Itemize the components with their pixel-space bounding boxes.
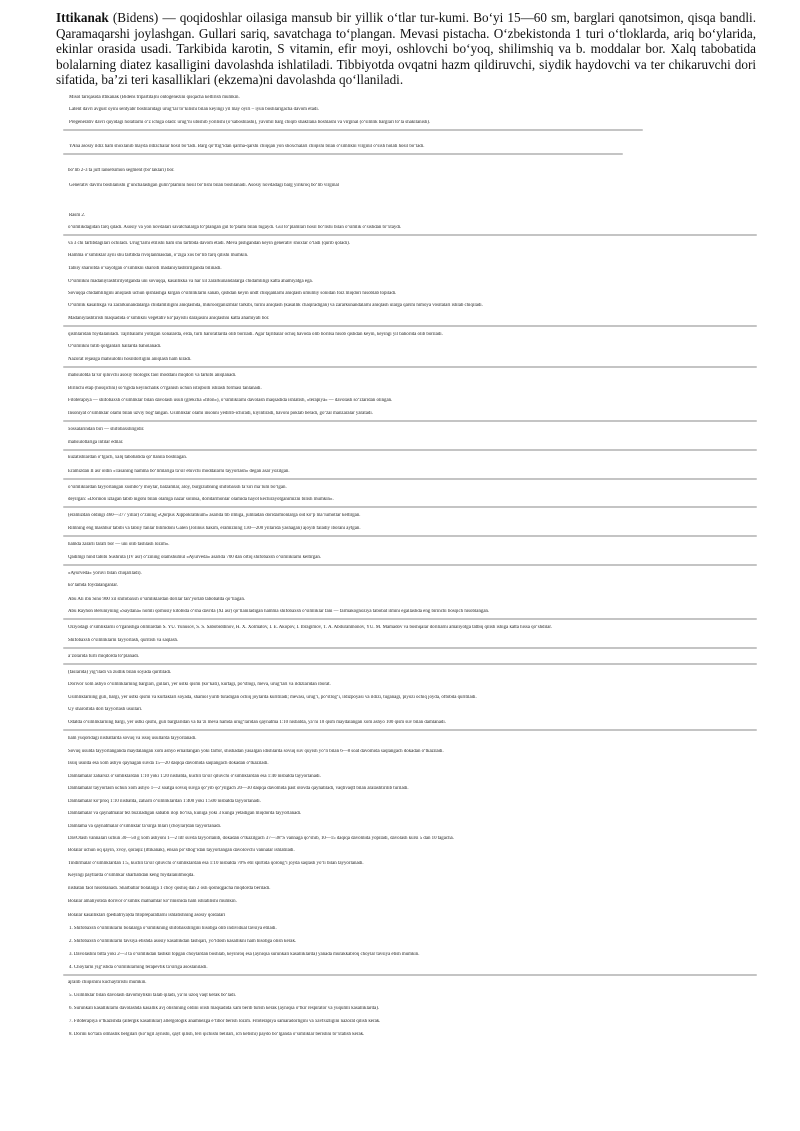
- body-paragraph: bo‘lib 2-3 ta juft lansetsimon segment (bo‘laklari) bor.: [68, 168, 175, 173]
- body-paragraph: 3. Davolashni bitta yoki 2—3 ta o‘simlikdan tashkil topgan choylardan boshlab, keyinroq esa (ayniqsa surunkali kasalliklarda) yanada murakkabroq choylar tavsiya etish mumkin.: [69, 952, 420, 957]
- intro-paragraph: [56, 10, 756, 88]
- body-paragraph: Abu Ali ibn Sino 900 xil shifobaxsh o‘simliklardan dorilar tan‘yorlab tabobatda qo‘llagan.: [68, 597, 246, 602]
- body-paragraph: Sovuqqa chidamliligini aniqlash uchun qishlashga kirgan o‘simliklarni sanab, qishdan keyin undt chiqqanlarni aniqlash umumiy sonidan foiz miqdori hisoblab topiladi.: [68, 291, 397, 296]
- illegible-text-line: [63, 974, 757, 976]
- body-paragraph: (eramizdan oldingi 460—377 yillar) o‘zining «Qorpus Xippokratikum» asarida tib ilmiga, jumladan doridarmonlarga oid ko‘p ma’lumotlar keltirgan.: [68, 513, 361, 518]
- illegible-text-line: [63, 366, 757, 368]
- body-paragraph: Issiq usulda esa xom ashyo qaynagan suvda 15—20 daqiqa davomida saqlangach dokadan o‘tkaziladi.: [68, 761, 269, 766]
- body-paragraph: Latent davri avgust oyini sentyabr boshlaridagi urug‘lar to‘kilishi bilan keyingi yil may oyiri – iyun boshlarigacha davom etadi.: [69, 107, 319, 112]
- body-paragraph: hamda zararli tarafi bor — uni olib tashlash lozim».: [68, 542, 170, 547]
- body-paragraph: Damlamalar zaharsiz o‘simliklardan 1:10 yoki 1:20 nisbatda, kuchli ta’sir qiluvchi o‘simliklardan esa 1:40 nisbatda tayyorlanadi.: [68, 774, 321, 779]
- body-paragraph: mahsulotda ta’sir qiluvchi asosiy biologik faol moddani miqdori va tarkibi aniqlanadi.: [68, 373, 237, 378]
- illegible-text-line: [63, 647, 757, 649]
- body-paragraph: 5. Usimliklar bilan davolash davomiylikni talab qiladi, ya’ni uzoq vaqt kerak bo‘ladi.: [69, 993, 237, 998]
- body-paragraph: Uy sharoitida dori tayyorlash usullari.: [68, 707, 143, 712]
- body-paragraph: 7. Fitoterapiya o‘tkazishda (allergik kasalliklar) allergologik anamnezga e’tibor berish lozim. Fitoterapiya samaradorligini va xavfsizligini nazorat qilish kerak.: [69, 1019, 381, 1024]
- body-paragraph: xossalarından biri — shifobaxshligidir.: [68, 427, 145, 432]
- body-paragraph: Generativ davrni boshlanishi g‘unchalashgan gulin‘plamini hosil bo‘lishi bilan boshlanadi. Asosiy novdadagi barg yirikroq bo‘lib virginal: [69, 183, 339, 188]
- body-paragraph: Keyingi paytlarda o‘simlikar sharbatidan keng foydalanilmoqda.: [68, 873, 195, 878]
- illegible-text-line: [63, 535, 757, 537]
- illegible-text-line: [63, 729, 757, 731]
- body-paragraph: kuzatishlardan o‘tgach, xalq tabobatida qo‘llanila boshlagan.: [68, 455, 188, 460]
- body-paragraph: Oziyodagi o‘simliklarni o‘rganishga olimlardan S. YU. Yunusov, S. S. Sabobiddinov, H. X. Xolmatov, I. E. Akopov, I. Ibragimov, T. A. Abdurahmonov, YU. M. Mamadov va boshqalar doriliarni amaliyotga tatbiq qilish ishiga katta hissa qo‘shdilar.: [68, 625, 552, 630]
- body-paragraph: Rimning eng mashhur tabibi va tabiiy fanlar bilimdoni Galen (Jolinus hakim, eramizning 130—200 yillarida yashagan) ajoyib faladiy iborani aytgan.: [68, 526, 361, 531]
- body-paragraph: o‘simlikdagidan farq qiladi. Asosiy va yon novdalari savatchalarga to‘plangan gul to‘plami bilan tugaydi. Gul to‘plamlari hosil bo‘lishi bilan o‘simlik o‘sishdan to‘xtaydi.: [68, 225, 402, 230]
- illegible-text-line: [63, 506, 757, 508]
- body-paragraph: Tabiiy sharoitda o‘sayotgan o‘simlikni sharoiti madaniylashtirilganda bilinadi.: [68, 266, 222, 271]
- body-paragraph: Shifobaxsh o‘simliklarni tayyorlash, quritish va saqlash.: [68, 638, 179, 643]
- body-paragraph: O‘simlik kasallikga va zararkunandalarga chidamliligini aniqlashda, mikroorganizmlar tarkibi, turini aniqlash (kasallik chaqiradigan) va zararkunandalarni aniqlash ularga qarshi himoya vositalari ishlab chiqiladi.: [68, 303, 483, 308]
- body-paragraph: deyilgan: «Dorinon izlagan tabib nigohi bilan olamga nazar solinsa, doridarmonlar olamida hayot kechirayotganimizni bilish mumkin».: [68, 497, 334, 502]
- illegible-text-line: [63, 153, 623, 155]
- body-paragraph: (faslarida) yig‘iladi va zudlik bilan soyada quritiladi.: [68, 670, 172, 675]
- body-paragraph: Fitoterapiya — shifobaxsh o‘simliklar bilan davolash usuli (grekcha «fiton»), o‘simliklarni davolash maqsadida ishlatish, «terapiya» — davolash so‘zlaridan olingan.: [68, 398, 393, 403]
- body-paragraph: Eramizdan II asr oldin «Tasaning hamma bo‘limlariga ta’sir etuvchi moddalarni tayyorlash» degan asar yozilgan.: [68, 469, 290, 474]
- body-paragraph: DavOlash vannalari uchun 30—50 g xom ashyoni 1—2 litr suvda tayyorlanib, dokadan o‘tkazilgach 37—38°S vannaga qo‘shib, 10—15 daqiqa davomida yopiladi, davolash kursi 5 dan 10 tagacha.: [68, 836, 454, 841]
- body-paragraph: Pregenerativ davri quyidagi holatlarni o‘z ichiga oladi: urug‘ni ubishib yorilishi (o‘saboshlashi), yavimil barg chiqib shakllana boshlashi va virginal (o‘simlik barglari to‘la shakllanish).: [69, 120, 431, 125]
- body-paragraph: 2. Shifobaxsh o‘simliklarni tavsiya etishda asosiy kasallikdan tashqari, yo‘ldosh kasallikni ham hisobga olish kerak.: [69, 939, 297, 944]
- illegible-text-line: [63, 129, 643, 131]
- body-paragraph: a’zolarida turli miqdorda to‘planadi.: [68, 654, 140, 659]
- body-paragraph: Damlamalar tayyorlash uchun xom ashyo 1—2 soatga sovuq suvga qo‘yib qo‘yilgach 20—30 daqiqa davomida past olovda qaynatiladi, vaqtivaqtt bilan aralashtirilib turiladi.: [68, 786, 409, 791]
- illegible-text-line: [63, 663, 757, 665]
- body-paragraph: Sovuq usulda tayyorlanganda maydalangan xom ashyo ernallangan yoki farfor, shishadan yasalgan idishlarda sovuq suv quyish yo‘li bilan 6—8 soat davomida saqlangach dokadan o‘tkaziladi.: [68, 749, 444, 754]
- body-paragraph: Dorivor xom ashyo o‘simliklarning barglari, gullari, yer ustki qismi (ko‘kati), kurtagi, po‘stlogi, meva, urug‘lari va ildizlaridan iborat.: [68, 682, 331, 687]
- body-paragraph: Damlama va qaynatmalar o‘simliklar ta’sirga mlari (choylar)dan tayyorlanadi.: [68, 824, 222, 829]
- illegible-text-line: [63, 420, 757, 422]
- body-paragraph: Usimliklarning guli, bargi, yer ustki qismi va kurtaklari soyada, shamol yurib turadigan ochiq joylarda kuritiladi; mevasi, urug‘i, po‘stlog‘i, ildizpoyasi va ildizi, tuganagi, piyozi ochiq joyda, oftobda quritiladi.: [68, 695, 477, 700]
- body-paragraph: ko‘lamda foydalanganlar.: [68, 583, 118, 588]
- body-paragraph: 6. Surunkali kasalliklarni davolashda kasallik avj olishining oldini olish maqsadida xam berib turish kerak (ayniqsa o‘tkir respirator va yuqumli kasalliklarda).: [69, 1006, 380, 1011]
- body-paragraph: YAna asosiy ildiz ham shoxlanib mayda ildizchalar hosil bo‘ladi. Barg qo‘ltig‘idan qarma-qarshi chiqqan yon shoxchalari chiqishi bilan o‘simlikni virginil o‘sish holati hosil bo‘ladi.: [69, 144, 425, 149]
- body-paragraph: Bolalar uchun oq qayin, xvoy, qoraqiz (ittikanak), ensan po‘stlog‘idan tayyorlangan davolovchi vannalar ishlatiladi.: [68, 848, 295, 853]
- body-paragraph: Nazorat rejasiga mahsulotni hosildorligini aniqlash ham kiradi.: [68, 357, 192, 362]
- body-paragraph: qismlaridan foydalaniladi. Tajribalarni yotilgan xonalarda, erda, turli haroratlarda olib boriladi. Agar tajribalar ochiq havoda olib borilsa hisob qishdan keyin, keyingi yil bahorida olib boriladi.: [68, 332, 443, 337]
- body-paragraph: ham yuqoridagi nisbatlarda sovuq va issiq usullarda tayyorlanadi.: [68, 736, 197, 741]
- body-paragraph: Bolalar kasalliklari (pediatriya)da fitopreparatlarni ishlatishning asosiy qoidalari: [68, 913, 226, 918]
- illegible-text-line: [63, 325, 757, 327]
- body-paragraph: Misol tariqasida ittikanak (Bidens tripartita)ni ontogenezini qisqacha keltirish mumkin.: [69, 95, 240, 100]
- body-paragraph: Abu Rayhon Beruniyning «Saydana» nomli qomusiy kitobida o‘sha davrda (XI asr) qo‘llaniladigan hamma shifobaxsh o‘simliklar fani — farmakognoziya tabobat ilmini egallashda eng birinchi bosqich hisoblangan.: [68, 609, 490, 614]
- body-paragraph: Hamma o‘simliklar ayni shu tartibda rivojlanmasdan, o‘ziga xos bo‘lib farq qilishi mumkin.: [68, 253, 249, 258]
- body-paragraph: O‘simlikni madaniylashtirilyotganda uni sovuqqa, kasallikka va har xil zararkunandalarga chidamliligi katta ahamiyatga ega.: [68, 279, 313, 284]
- body-paragraph: Birinchi etap (hosqichni) so‘ngida keyinchalik o‘rganish uchun istiqbolli ishlash formasi tanlanadi.: [68, 386, 262, 391]
- illegible-text-line: [63, 478, 757, 480]
- body-paragraph: Bolalar amaliyotida dorivor o‘simlik malhamlar ko‘rinishida ham ishlatilishi mumkin.: [68, 899, 237, 904]
- body-paragraph: Damlamalar va qaynatmalar tez buziladigan sabablı iloji bo‘lsa, kuniga yoki 3 kunga yetadigan miqdorda tayyorlanadi.: [68, 811, 302, 816]
- body-paragraph: nisbatan faol hisoblanadi. Sharbatlar bolalarga 1 choy qoshiq dan 2 osh qoshiqgacha miqdorda beriladi.: [68, 886, 271, 891]
- body-paragraph: Insoniyat o‘simliklar olami bilan uzviy bog‘langan. Usimliklar olami insonni yedirib-ichiradi, kiyintiradi, havoni poklab beradi, go‘zal manzaralar yaratadi.: [68, 411, 373, 416]
- body-paragraph: O‘simlikni tutib qolganlari hallarda baholanadi.: [68, 344, 162, 349]
- illegible-text-line: [63, 449, 757, 451]
- intro-text: (Bidens) — qoqidoshlar oilasiga mansub bir yillik o‘tlar tur-kumi. Bo‘yi 15—60 sm, barglari qanotsimon, qisqa bandli. Qaramaqarshi joylashgan. Gullari sariq, savatchaga to‘plangan. Mevasi pistacha. O‘zbekistonda 1 turi o‘tloklarda, ariq bo‘ylarida, ekinlar orasida usadi. Tarkibida karotin, S vitamin, efir moyi, oshlovchi bo‘yoq, shilimshiq va b. moddalar bor. Xalq tabobatida bolalarning diatez kasalligini davolashda ishlatiladi. Tibbiyotda ovqatni hazm qildiruvchi, siydik haydovchi va ter chikaruvchi dori sifatida, ba’zi teri kasalliklari (ekzema)ni davolashda qo‘llaniladi.: [56, 10, 756, 88]
- intro-term: Ittikanak: [56, 10, 109, 25]
- body-paragraph: Rasm 2.: [69, 213, 86, 218]
- body-paragraph: Damlamalar ko‘proq 1:10 nisbatda, zaharli o‘simliklardan 1:400 yoki 1:500 nisbatda tayyorlanadi.: [68, 799, 261, 804]
- body-paragraph: o‘simliklardan tayyorlangan xushbo‘y moylar, balzamlar, aloy, burgizubning shifobaxsh ta’siri ma’lum bo‘lgan.: [68, 485, 287, 490]
- body-paragraph: ajralib chiqishini kuchaytirishi mumkin.: [68, 980, 147, 985]
- body-paragraph: Madaniylashtirish maqsadida o‘simlikni vegetativ ko‘payishi darajasini aniqlashni katta ahamiyati bor.: [68, 316, 270, 321]
- illegible-text-line: [63, 564, 757, 566]
- body-paragraph: Odatda o‘simliklarning bargi, yer ustki qismi, guli barglaridan va ba’zi meva hamda urug‘laridan qaynatma 1:10 nisbatda, ya’ni 10 qism maydalangan xom ashyo 100 qism suv bilan damlanadi.: [68, 720, 446, 725]
- body-paragraph: 4. Choylarni yig‘ishda o‘simliklarning terapevtik ta’siriga asoslaniladi.: [69, 965, 208, 970]
- body-paragraph: va 3 chi tartibdagilari ochiladi. Urug‘larni etilishi ham shu tartibda davom etadi. Meva pishgandan keyin generativ shoxlar o‘ladi (qurib qoladi).: [68, 241, 350, 246]
- body-paragraph: Tindirmalar o‘simliklardan 1:5, kuchli ta’sir qiluvchi o‘simliklardan esa 1:10 nisbatda 70% etil spirtida qorong‘i joyda saqlash yo‘li bilan tayyorlanadi.: [68, 861, 364, 866]
- body-paragraph: Qadimgi hind tabibi Sushruta (IV asr) o‘zining olamshumul «Ayurveda» asarida 700 dan ortiq shifobaxsh o‘simliklarni keltirgan.: [68, 555, 322, 560]
- illegible-text-line: [63, 618, 757, 620]
- illegible-text-line: [63, 234, 757, 236]
- body-paragraph: mahsulotlariga intilar edilar.: [68, 440, 124, 445]
- body-paragraph: 1. Shifobaxsh o‘simliklarni bolalarga o‘simlikning shifobaxshligini hisobga olib individual tavsiya etiladi.: [69, 926, 277, 931]
- body-paragraph: «Ayurveda» yoruvi bilan chiqariladi).: [68, 571, 142, 576]
- body-paragraph: 8. Dorini ko‘tara olmaslik belgilari (ko‘ngil aynishi, qayt qilish, teri qichishi belilari, ich ketishi) paydo bo‘lganda o‘simliklar berishni to‘xtatish kerak.: [69, 1032, 365, 1037]
